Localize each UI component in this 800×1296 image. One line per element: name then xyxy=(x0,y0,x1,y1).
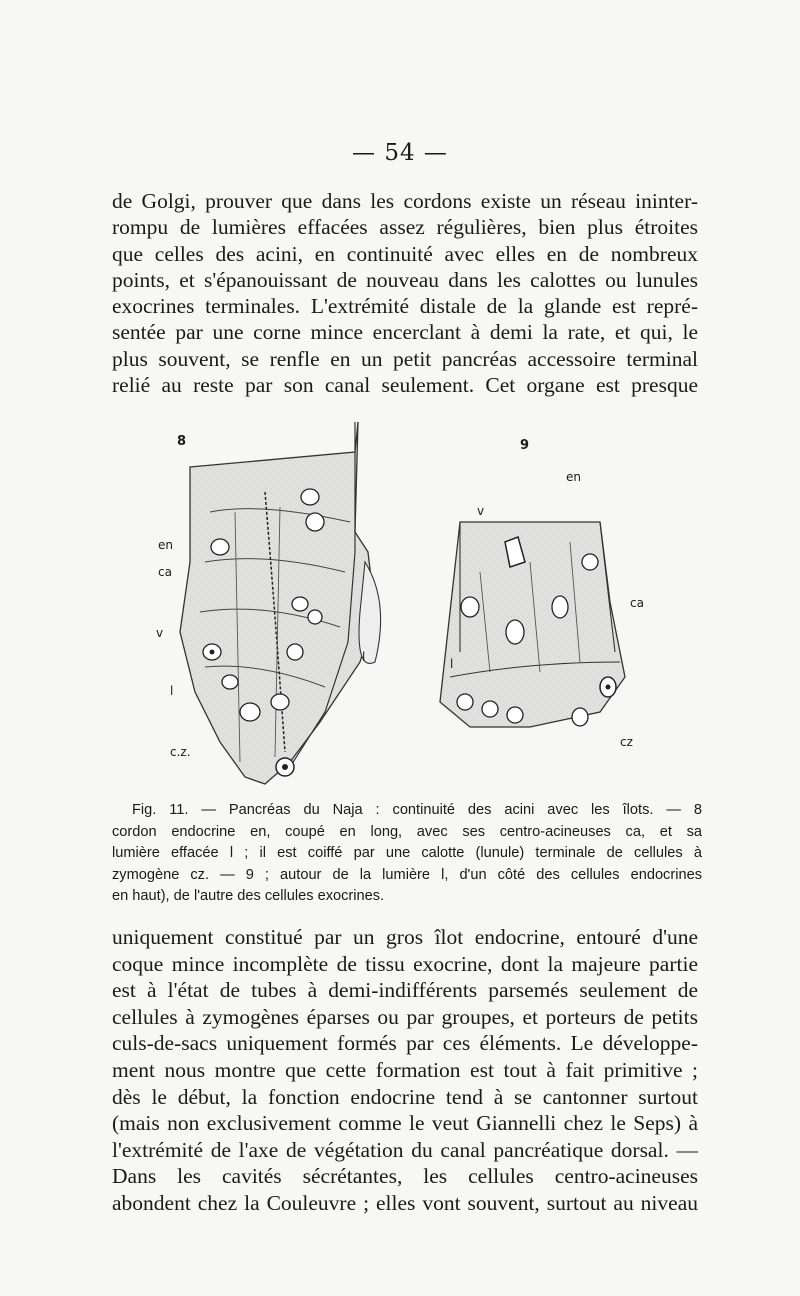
label-l-9: l xyxy=(450,657,454,671)
label-l2-8: l xyxy=(362,650,366,664)
text-line: dès le début, la fonction endocrine tend à se cantonner surtout xyxy=(112,1084,698,1109)
text-line: culs-de-sacs uniquement formés par ces éléments. Le développe- xyxy=(112,1031,698,1056)
caption-line: lumière effacée l ; il est coiffé par une calotte (lunule) terminale de cellules à xyxy=(112,845,702,861)
text-line: rompu de lumières effacées assez régulières, bien plus étroites xyxy=(112,215,698,240)
text-line: coque mince incomplète de tissu exocrine, dont la majeure partie xyxy=(112,951,698,976)
panel-8-number: 8 xyxy=(177,434,187,449)
panel-9-number: 9 xyxy=(520,438,530,453)
text-line: Dans les cavités sécrétantes, les cellules centro-acineuses xyxy=(112,1164,698,1189)
text-line: abondent chez la Couleuvre ; elles vont souvent, surtout au niveau xyxy=(112,1190,698,1215)
caption-line: Fig. 11. — Pancréas du Naja : continuité des acini avec les îlots. — 8 xyxy=(132,802,702,818)
text-line: uniquement constitué par un gros îlot endocrine, entouré d'une xyxy=(112,925,698,949)
caption-line: cordon endocrine en, coupé en long, avec ses centro-acineuses ca, et sa xyxy=(112,823,702,840)
text-line: (mais non exclusivement comme le veut Giannelli chez le Seps) à xyxy=(112,1111,698,1136)
label-v-9: v xyxy=(477,504,485,518)
label-cz-9: cz xyxy=(620,735,633,749)
caption-line: zymogène cz. — 9 ; autour de la lumière l, d'un côté des cellules endocrines xyxy=(112,866,702,883)
paragraph-top xyxy=(112,188,698,398)
text-line: de Golgi, prouver que dans les cordons existe un réseau ininter- xyxy=(112,189,698,213)
caption-line: en haut), de l'autre des cellules exocrines. xyxy=(112,888,385,904)
label-ca-9: ca xyxy=(630,596,644,610)
label-l-8: l xyxy=(170,684,174,698)
text-line: relié au reste par son canal seulement. Cet organe est presque xyxy=(112,373,698,398)
panel-8-drawing xyxy=(150,412,410,792)
label-ca-8: ca xyxy=(158,565,172,579)
text-line: cellules à zymogènes éparses ou par groupes, et porteurs de petits xyxy=(112,1004,698,1029)
text-line: est à l'état de tubes à demi-indifférents parsemés seulement de xyxy=(112,978,698,1003)
label-en-9: en xyxy=(566,470,581,484)
label-en-8: en xyxy=(158,538,173,552)
text-line: plus souvent, se renfle en un petit pancréas accessoire terminal xyxy=(112,346,698,371)
label-cz-8: c.z. xyxy=(170,745,191,759)
text-line: ment nous montre que cette formation est tout à fait primitive ; xyxy=(112,1057,698,1082)
text-line: que celles des acini, en continuité avec elles en de nombreux xyxy=(112,241,698,266)
figure-caption xyxy=(112,800,702,908)
text-line: points, et s'épanouissant de nouveau dans les calottes ou lunules xyxy=(112,267,698,292)
label-v-8: v xyxy=(156,626,164,640)
figure-11 xyxy=(150,412,670,792)
page-number: — 54 — xyxy=(352,140,448,166)
text-line: l'extrémité de l'axe de végétation du canal pancréatique dorsal. — xyxy=(112,1137,698,1162)
text-line: sentée par une corne mince encerclant à demi la rate, et qui, le xyxy=(112,320,698,345)
paragraph-bottom xyxy=(112,924,698,1217)
text-line: exocrines terminales. L'extrémité distale de la glande est repré- xyxy=(112,294,698,319)
